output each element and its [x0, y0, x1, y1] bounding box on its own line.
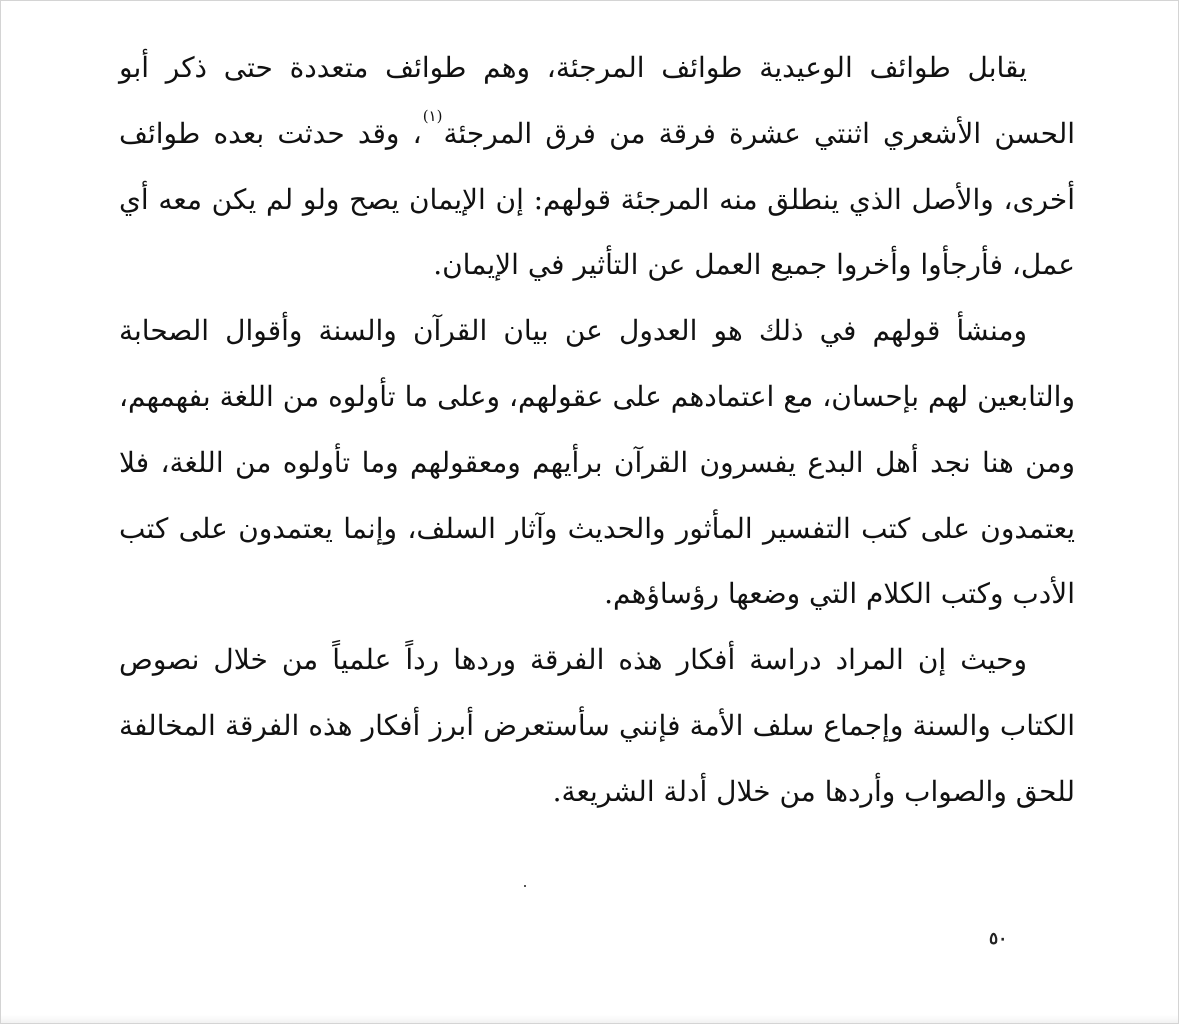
paragraph-text: يقابل طوائف الوعيدية طوائف المرجئة، وهم طوائف متعددة حتى ذكر أبو الحسن الأشعري اثنتي عشرة فرقة من فرق المرجئة	[119, 51, 1076, 150]
page-number: ٥٠	[989, 929, 1008, 949]
paragraph-study-purpose	[119, 627, 1075, 824]
footnote-reference[interactable]: (١)	[422, 106, 443, 125]
paragraph-origin-of-belief	[119, 298, 1075, 627]
body-text	[119, 35, 1075, 825]
paragraph-text: وحيث إن المراد دراسة أفكار هذه الفرقة وردها رداً علمياً من خلال نصوص الكتاب والسنة وإجماع سلف الأمة فإنني سأستعرض أبرز أفكار هذه الفرقة المخالفة للحق والصواب وأردها من خلال أدلة الشريعة.	[119, 643, 1075, 808]
paragraph-murjia-intro	[119, 35, 1075, 298]
paragraph-text: ومنشأ قولهم في ذلك هو العدول عن بيان القرآن والسنة وأقوال الصحابة والتابعين لهم بإحسان، مع اعتمادهم على عقولهم، وعلى ما تأولوه من اللغة بفهمهم، ومن هنا نجد أهل البدع يفسرون القرآن برأيهم ومعقولهم وما تأولوه من اللغة، فلا يعتمدون على كتب التفسير المأثور والحديث وآثار السلف، وإنما يعتمدون على كتب الأدب وكتب الكلام التي وضعها رؤساؤهم.	[119, 314, 1075, 611]
paragraph-text-continued: ، وقد حدثت بعده طوائف أخرى، والأصل الذي ينطلق منه المرجئة قولهم: إن الإيمان يصح ولو لم يكن معه أي عمل، فأرجأوا وأخروا جميع العمل عن التأثير في الإيمان.	[119, 116, 1075, 282]
scan-speck	[524, 885, 526, 887]
